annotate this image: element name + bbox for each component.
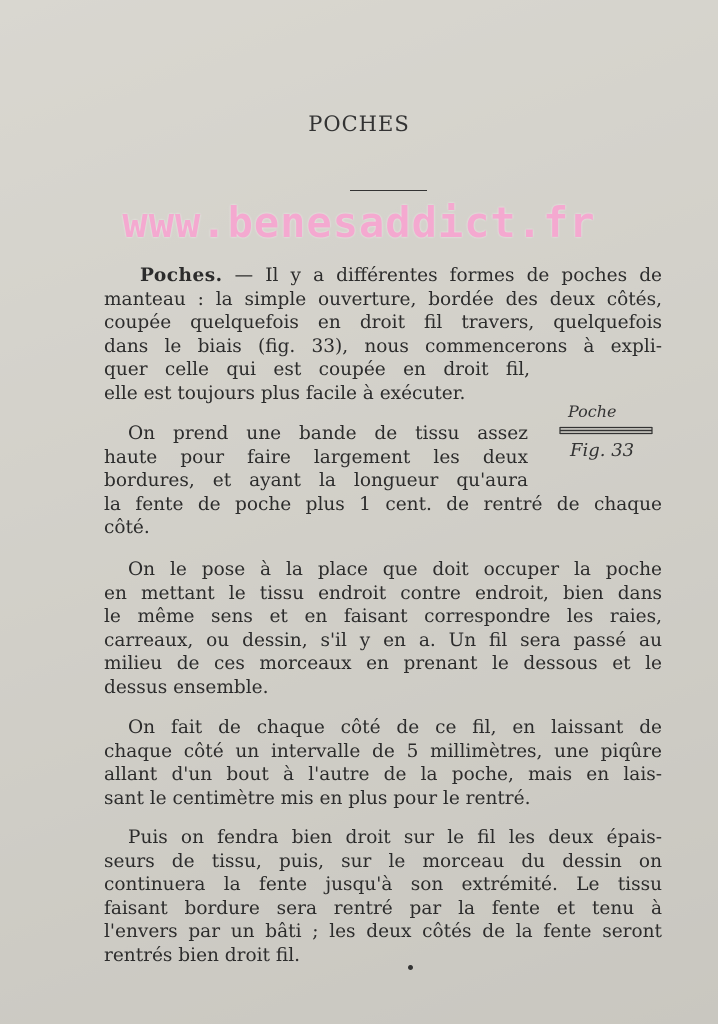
page-title: POCHES <box>308 112 410 136</box>
paragraph-line: carreaux, ou dessin, s'il y en a. Un fil sera passé au <box>104 629 662 651</box>
paragraph-line: dessus ensemble. <box>104 676 269 698</box>
paragraph-line: rentrés bien droit fil. <box>104 944 301 966</box>
paragraph-line: le même sens et en faisant correspondre les raies, <box>104 606 662 627</box>
paragraph-3 <box>104 558 662 699</box>
paragraph-line: manteau : la simple ouverture, bordée des deux côtés, <box>104 288 662 310</box>
paragraph-line: en mettant le tissu endroit contre endroit, bien dans <box>104 582 662 604</box>
figure-caption: Fig. 33 <box>570 440 635 461</box>
paragraph-line: On fait de chaque côté de ce fil, en laissant de <box>128 717 662 738</box>
section-lead: Poches. <box>140 265 223 286</box>
paragraph-line: On prend une bande de tissu assez <box>128 423 528 444</box>
paragraph-line: sant le centimètre mis en plus pour le rentré. <box>104 787 531 809</box>
paragraph-line: faisant bordure sera rentré par la fente et tenu à <box>104 897 662 919</box>
paragraph-line: l'envers par un bâti ; les deux côtés de la fente seront <box>104 921 662 942</box>
paragraph-line: allant d'un bout à l'autre de la poche, mais en lais- <box>104 764 662 785</box>
paragraph-line: la fente de poche plus 1 cent. de rentré de chaque <box>104 493 662 515</box>
paragraph-5 <box>104 826 662 967</box>
paragraph-line: Poches. — Il y a différentes formes de poches de <box>140 265 662 286</box>
paragraph-line: seurs de tissu, puis, sur le morceau du dessin on <box>104 850 662 872</box>
watermark: www.benesaddict.fr <box>122 198 596 247</box>
paragraph-1 <box>104 264 662 405</box>
paragraph-line: elle est toujours plus facile à exécuter. <box>104 382 466 404</box>
paragraph-line: chaque côté un intervalle de 5 millimètres, une piqûre <box>104 740 662 762</box>
paragraph-line: côté. <box>104 517 150 538</box>
paragraph-2 <box>104 422 662 540</box>
title-divider <box>350 190 427 191</box>
paragraph-4 <box>104 716 662 810</box>
paragraph-line: dans le biais (fig. 33), nous commencerons à expli- <box>104 335 662 357</box>
paragraph-line: coupée quelquefois en droit fil travers, quelquefois <box>104 312 662 333</box>
paragraph-line: bordures, et ayant la longueur qu'aura <box>104 470 528 491</box>
paragraph-line: haute pour faire largement les deux <box>104 446 528 468</box>
paragraph-line: Puis on fendra bien droit sur le fil les deux épais- <box>128 827 662 848</box>
paragraph-line: On le pose à la place que doit occuper la poche <box>128 559 662 580</box>
paragraph-line: milieu de ces morceaux en prenant le dessous et le <box>104 653 662 674</box>
paragraph-line: quer celle qui est coupée en droit fil, <box>104 359 530 380</box>
ink-dot <box>408 965 413 970</box>
figure-label-poche: Poche <box>568 402 617 421</box>
paragraph-line: continuera la fente jusqu'à son extrémité. Le tissu <box>104 874 662 895</box>
